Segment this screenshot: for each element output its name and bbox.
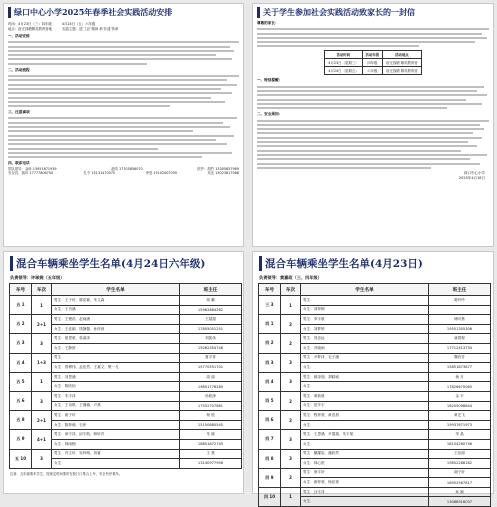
section-heading: 一、特别提醒：: [257, 78, 283, 83]
student-list: 女生：刘梓桐: [301, 305, 429, 315]
student-list: 女生：陈梓萌、石伊: [52, 420, 180, 430]
table-cell: 宿迁钱塘 精英教育营: [383, 67, 422, 75]
car-number: 四 5: [259, 391, 281, 410]
car-number: 四 9: [259, 468, 281, 487]
meta-grade-4: 时间：4月23日（三）四年级: [8, 22, 52, 26]
homeroom-teacher: 19551305306: [429, 324, 491, 334]
letter-salutation: 尊敬的家长：: [257, 21, 279, 25]
roster-grade-6-teacher: 负责领导：许琢婉（五年级）: [10, 275, 65, 280]
trip-number: 2: [281, 315, 301, 334]
phone-entry: 带队领导：金昕 15951671939: [8, 167, 57, 172]
phone-entry: 吴光 13023817068: [207, 171, 239, 176]
homeroom-teacher: 19937671973: [429, 420, 491, 430]
table-header: 班主任: [180, 284, 242, 296]
table-cell: 4月23日（星期三）: [325, 59, 362, 67]
table-header: 车次: [32, 284, 52, 296]
car-number: 五 8: [10, 411, 32, 430]
table-cell: 宿迁钱塘 精英教育营: [383, 59, 422, 67]
homeroom-teacher: 金 平: [429, 391, 491, 401]
table-header: 班主任: [429, 284, 491, 296]
letter-signature: [253, 171, 493, 181]
section-heading: 一、活动安排: [8, 34, 30, 38]
car-number: 五 1: [10, 296, 32, 315]
trip-number: 3: [32, 449, 52, 468]
table-row: [259, 430, 491, 440]
homeroom-teacher: 周 丽: [180, 372, 242, 382]
trip-number: 1+3: [32, 353, 52, 372]
car-number: 四 10: [259, 487, 281, 506]
student-list: 女生：冯晓雨: [301, 343, 429, 353]
car-number: 四 8: [259, 449, 281, 468]
student-list: 男生：程梓萱、黄语晨: [301, 411, 429, 421]
trip-number: 1: [32, 296, 52, 315]
table-row: [10, 334, 242, 344]
student-list: 女生：王佳颖、钱静馨、孙梓萱: [52, 324, 180, 334]
table-cell: 4月24日（星期五）: [325, 67, 362, 75]
student-list: 女生：陈欣怡: [52, 382, 180, 392]
student-list: 男生：: [301, 296, 429, 306]
homeroom-teacher: 19852268182: [429, 459, 491, 469]
trip-number: 1: [281, 296, 301, 315]
table-row: [259, 449, 491, 459]
student-list: 女生：王诗琪、王瑾瑜、卢燕: [52, 401, 180, 411]
roster-grade-3-4-page: [252, 251, 494, 504]
student-list: 男生：李宇航: [301, 315, 429, 325]
letter-body: [253, 78, 493, 168]
trip-number: 2: [281, 334, 301, 353]
student-list: 男生：刘思涵: [52, 372, 180, 382]
phone-entry: 医护：胡竹 13305857989: [197, 167, 239, 172]
table-header: 活动地点: [383, 51, 422, 59]
table-row: [10, 391, 242, 401]
student-list: 男生：尹梦泽、毛子涵: [301, 353, 429, 363]
section-heading: 四、联系电话: [8, 161, 30, 166]
trip-number: 2: [281, 411, 301, 430]
car-number: 四 6: [259, 411, 281, 430]
student-list: 男生：王思涵、尹震瑞、朱宇航: [301, 430, 429, 440]
phone-list: [4, 166, 243, 176]
trip-number: 4+1: [32, 430, 52, 449]
car-number: 四 4: [259, 372, 281, 391]
car-number: 五 9: [10, 430, 32, 449]
student-list: 女生：郑博伟、孟佳然、王嘉文、樊一凡: [52, 363, 180, 373]
student-list: 男生：徐宇轩: [301, 468, 429, 478]
table-row: [10, 296, 242, 306]
homeroom-teacher: 15150680545: [180, 420, 242, 430]
homeroom-teacher: 杨 月: [429, 372, 491, 382]
homeroom-teacher: 王佳丽: [429, 449, 491, 459]
table-row: [259, 487, 491, 497]
student-list: 男生：徐宇泽、邱宇航、韩轩洋: [52, 430, 180, 440]
table-row: [325, 67, 421, 75]
parent-letter-page: [252, 3, 494, 247]
homeroom-teacher: 18154260746: [429, 439, 491, 449]
trip-number: 3: [281, 372, 301, 391]
phone-entry: 安全员：钱叶 17777808700: [8, 171, 54, 176]
table-row: [10, 315, 242, 325]
table-header: 车号: [259, 284, 281, 296]
table-row: [10, 411, 242, 421]
roster-grade-6-page: [3, 251, 244, 494]
homeroom-teacher: 周 鹏: [180, 296, 242, 306]
section-heading: 二、安全须知：: [257, 112, 283, 117]
homeroom-teacher: [429, 305, 491, 315]
homeroom-teacher: 唐群程: [429, 334, 491, 344]
table-header: 车次: [281, 284, 301, 296]
table-header: 活动时间: [325, 51, 362, 59]
homeroom-teacher: 17712413734: [429, 343, 491, 353]
homeroom-teacher: 陈玲玲: [429, 296, 491, 306]
student-list: 男生：夏思豪、张睿泽: [52, 334, 180, 344]
table-cell: 四年级: [362, 59, 383, 67]
car-number: 五 3: [10, 334, 32, 353]
homeroom-teacher: 15062354748: [180, 343, 242, 353]
table-header: 学生名单: [301, 284, 429, 296]
homeroom-teacher: 王 燕: [180, 449, 242, 459]
table-cell: 六年级: [362, 67, 383, 75]
student-list: 男生：: [52, 353, 180, 363]
homeroom-teacher: 储可燕: [429, 315, 491, 325]
homeroom-teacher: 夏平青: [180, 353, 242, 363]
student-list: 男生：刘忠远: [301, 334, 429, 344]
student-list: 男生：戴耀宸、潘欣然: [301, 449, 429, 459]
roster-grade-6-table: [9, 283, 242, 469]
student-list: 女生：范辛宇: [301, 401, 429, 411]
table-row: [259, 296, 491, 306]
trip-number: 3: [281, 430, 301, 449]
homeroom-teacher: 王超超: [180, 315, 242, 325]
roster-note: 注意：五年级乘车学生，按规定时间准时在校门口集合上车，安全有序乘车。: [10, 471, 123, 476]
student-list: 女生：: [52, 459, 180, 469]
homeroom-teacher: 刘凯伟: [180, 334, 242, 344]
activity-schedule-title: 绿口中心小学2025年春季社会实践活动安排: [8, 7, 239, 18]
trip-number: 2: [281, 391, 301, 410]
activity-table: [324, 50, 421, 75]
car-number: 五 4: [10, 353, 32, 372]
student-list: 男生：王俊浩、赵雨涵: [52, 315, 180, 325]
roster-grade-3-4-table: [258, 283, 491, 507]
meta-grade-6: 4月24日（五）六年级: [61, 22, 96, 26]
table-row: [259, 391, 491, 401]
homeroom-teacher: 魏有芳: [429, 353, 491, 363]
homeroom-teacher: 18205098844: [429, 401, 491, 411]
homeroom-teacher: 黄艺飞: [429, 411, 491, 421]
car-number: 四 3: [259, 353, 281, 372]
homeroom-teacher: 杨 悦: [180, 411, 242, 421]
trip-number: 1: [32, 372, 52, 391]
homeroom-teacher: 15851873877: [429, 363, 491, 373]
student-list: 男生：冯文轩、吴梓萌、刘睿: [52, 449, 180, 459]
activity-schedule-page: [3, 3, 244, 247]
trip-number: 3: [32, 391, 52, 410]
table-row: [259, 468, 491, 478]
section-heading: 三、注意事项: [8, 110, 30, 115]
table-row: [325, 59, 421, 67]
homeroom-teacher: 18952567817: [429, 478, 491, 488]
roster-grade-3-4-title: 混合车辆乘坐学生名单(4月23日): [259, 256, 489, 271]
roster-grade-3-4-teacher: 负责领导：黄嘉政（三、四年级）: [259, 275, 322, 280]
student-list: 男生：朱宇泽: [52, 391, 180, 401]
table-row: [10, 372, 242, 382]
homeroom-teacher: 17805051251: [180, 324, 242, 334]
roster-grade-6-body: [10, 296, 242, 469]
signature-school: 绿口中心小学: [464, 171, 485, 176]
student-list: 女生：刘梦婷: [301, 324, 429, 334]
trip-number: 3: [32, 334, 52, 353]
student-list: 女生：王静妍: [52, 343, 180, 353]
meta-theme: 实践主题：迎‘工匠’精神 承‘非遗’传承: [62, 27, 119, 31]
trip-number: 1: [281, 487, 301, 506]
homeroom-teacher: 孙乾涛: [180, 391, 242, 401]
table-row: [259, 353, 491, 363]
student-list: 女生：林雨桐: [52, 439, 180, 449]
student-list: 女生：: [301, 497, 429, 507]
phone-entry: 赵鸣 17705856070: [111, 167, 143, 172]
homeroom-teacher: 李 晶: [429, 430, 491, 440]
signature-date: 2025年4月18日: [458, 176, 485, 181]
table-row: [10, 353, 242, 363]
homeroom-teacher: 13140977956: [180, 459, 242, 469]
student-list: 男生：黄新晨: [301, 391, 429, 401]
student-list: 男生：顾泽瑞、胡皓威: [301, 372, 429, 382]
parent-letter-title: 关于学生参加社会实践活动致家长的一封信: [257, 7, 489, 18]
phone-entry: 孔令 15131470070: [83, 171, 116, 176]
phone-entry: 李莹 15102007050: [145, 171, 178, 176]
student-list: 女生：: [301, 382, 429, 392]
trip-number: 3: [281, 353, 301, 372]
meta-location: 地点：宿迁钱塘精英教育营地: [8, 27, 53, 31]
student-list: 男生：沙宇泽: [301, 487, 429, 497]
car-number: 五 2: [10, 315, 32, 334]
homeroom-teacher: 18851872745: [180, 439, 242, 449]
table-header: 活动年级: [362, 51, 383, 59]
car-number: 五 6: [10, 391, 32, 410]
roster-grade-3-4-body: [259, 296, 491, 507]
student-list: 男生：王子轩、陈佳颖、朱文森: [52, 296, 180, 306]
table-header: 学生名单: [52, 284, 180, 296]
car-number: 四 1: [259, 315, 281, 334]
section-heading: 二、活动流程: [8, 67, 30, 72]
student-list: 女生：: [301, 420, 429, 430]
car-number: 四 2: [259, 334, 281, 353]
table-header: 车号: [10, 284, 32, 296]
trip-number: 2+1: [32, 411, 52, 430]
trip-number: 3: [281, 449, 301, 468]
roster-grade-6-title: 混合车辆乘坐学生名单(4月24日六年级): [10, 256, 239, 271]
car-number: 三 3: [259, 296, 281, 315]
trip-number: 2: [281, 468, 301, 487]
homeroom-teacher: 谢子轩: [429, 468, 491, 478]
table-row: [259, 334, 491, 344]
letter-intro: [253, 21, 493, 47]
homeroom-teacher: 15962884282: [180, 305, 242, 315]
homeroom-teacher: 15770551701: [180, 363, 242, 373]
student-list: 女生：: [301, 363, 429, 373]
activity-meta-row-2: [4, 26, 243, 31]
homeroom-teacher: 17552707681: [180, 401, 242, 411]
schedule-body: [4, 34, 243, 166]
car-number: 五 10: [10, 449, 32, 468]
homeroom-teacher: 孙 颖: [429, 487, 491, 497]
table-row: [259, 315, 491, 325]
table-row: [259, 411, 491, 421]
homeroom-teacher: 朱 晓: [180, 430, 242, 440]
table-row: [10, 449, 242, 459]
homeroom-teacher: 13088916037: [429, 497, 491, 507]
student-list: 男生：唐子轩: [52, 411, 180, 421]
car-number: 四 7: [259, 430, 281, 449]
homeroom-teacher: 17826670065: [429, 382, 491, 392]
student-list: 女生：王书涵: [52, 305, 180, 315]
student-list: 女生：唐梓萱、杨佳萱: [301, 478, 429, 488]
student-list: 女生：林心悦: [301, 459, 429, 469]
student-list: 女生：: [301, 439, 429, 449]
car-number: 五 5: [10, 372, 32, 391]
table-row: [259, 372, 491, 382]
homeroom-teacher: 19851776280: [180, 382, 242, 392]
table-row: [10, 430, 242, 440]
trip-number: 2+1: [32, 315, 52, 334]
